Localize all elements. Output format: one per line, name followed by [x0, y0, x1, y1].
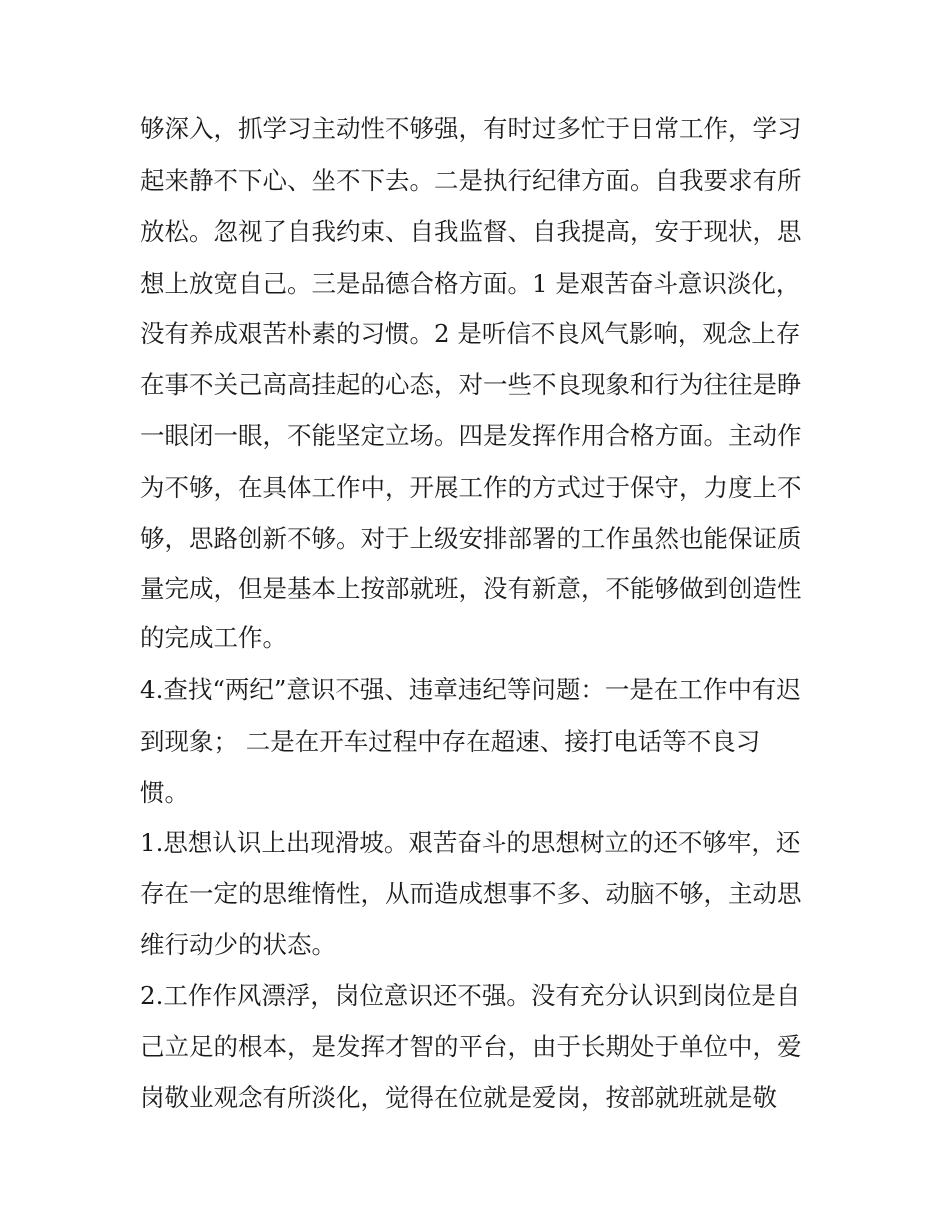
text-line: 一眼闭一眼，不能坚定立场。四是发挥作用合格方面。主动作: [140, 421, 802, 450]
text-line: 4.查找“两纪”意识不强、违章违纪等问题：一是在工作中有迟: [140, 675, 801, 704]
text-line: 想上放宽自己。三是品德合格方面。1 是艰苦奋斗意识淡化，: [140, 269, 801, 298]
text-line: 存在一定的思维惰性，从而造成想事不多、动脑不够，主动思: [140, 879, 802, 908]
text-line: 2.工作作风漂浮，岗位意识还不强。没有充分认识到岗位是自: [140, 981, 801, 1010]
text-line: 1.思想认识上出现滑坡。艰苦奋斗的思想树立的还不够牢，还: [140, 828, 801, 857]
text-line: 起来静不下心、坐不下去。二是执行纪律方面。自我要求有所: [140, 166, 802, 195]
text-line: 够，思路创新不够。对于上级安排部署的工作虽然也能保证质: [140, 524, 802, 553]
text-line: 的完成工作。: [140, 623, 287, 652]
text-line: 维行动少的状态。: [140, 930, 336, 959]
text-line: 为不够，在具体工作中，开展工作的方式过于保守，力度上不: [140, 473, 802, 502]
text-line: 岗敬业观念有所淡化，觉得在位就是爱岗，按部就班就是敬: [140, 1083, 777, 1112]
text-line: 在事不关己高高挂起的心态，对一些不良现象和行为往往是睁: [140, 370, 802, 399]
text-line: 没有养成艰苦朴素的习惯。2 是听信不良风气影响，观念上存: [140, 319, 801, 348]
text-line: 放松。忽视了自我约束、自我监督、自我提高，安于现状，思: [140, 217, 802, 246]
text-line: 到现象； 二是在开车过程中存在超速、接打电话等不良习: [140, 727, 761, 756]
text-line: 己立足的根本，是发挥才智的平台，由于长期处于单位中，爱: [140, 1032, 802, 1061]
text-line: 够深入，抓学习主动性不够强，有时过多忙于日常工作，学习: [140, 114, 802, 143]
text-line: 惯。: [140, 778, 189, 807]
text-line: 量完成，但是基本上按部就班，没有新意，不能够做到创造性: [140, 574, 802, 603]
